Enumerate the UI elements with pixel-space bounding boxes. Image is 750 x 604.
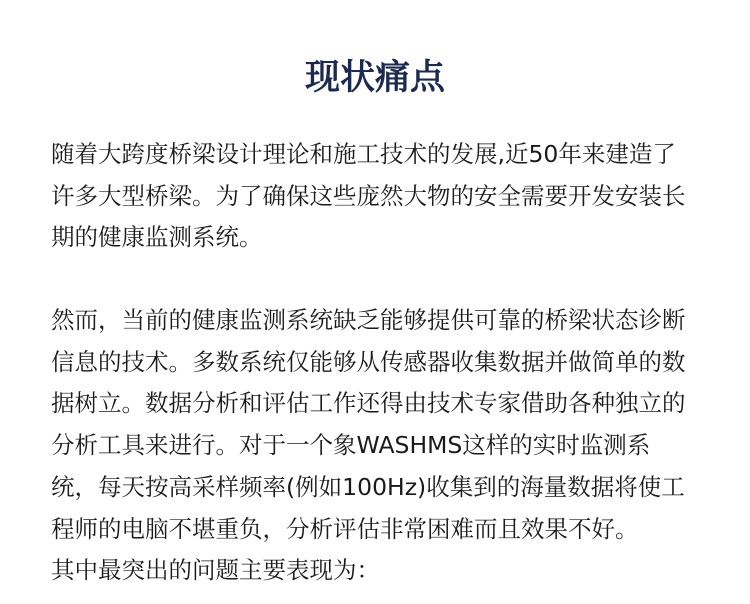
- paragraph-line: 程师的电脑不堪重负，分析评估非常困难而且效果不好。: [51, 514, 639, 543]
- paragraph-line: 统，每天按高采样频率(例如100Hz)收集到的海量数据将使工: [51, 472, 685, 501]
- paragraph-line: 随着大跨度桥梁设计理论和施工技术的发展,近50年来建造了: [51, 140, 676, 168]
- page-title: 现状痛点: [304, 58, 445, 98]
- paragraph-line: 其中最突出的问题主要表现为：: [51, 556, 380, 585]
- paragraph-line: 然而，当前的健康监测系统缺乏能够提供可靠的桥梁状态诊断: [51, 306, 686, 334]
- paragraph-line: 据树立。数据分析和评估工作还得由技术专家借助各种独立的: [51, 389, 686, 418]
- paragraph-background: [51, 134, 711, 259]
- paragraph-line: 期的健康监测系统。: [51, 223, 263, 252]
- paragraph-problems: [51, 300, 711, 592]
- paragraph-line: 信息的技术。多数系统仅能够从传感器收集数据并做简单的数: [51, 347, 686, 376]
- paragraph-line: 分析工具来进行。对于一个象WASHMS这样的实时监测系: [51, 431, 651, 460]
- paragraph-line: 许多大型桥梁。为了确保这些庞然大物的安全需要开发安装长: [51, 181, 686, 210]
